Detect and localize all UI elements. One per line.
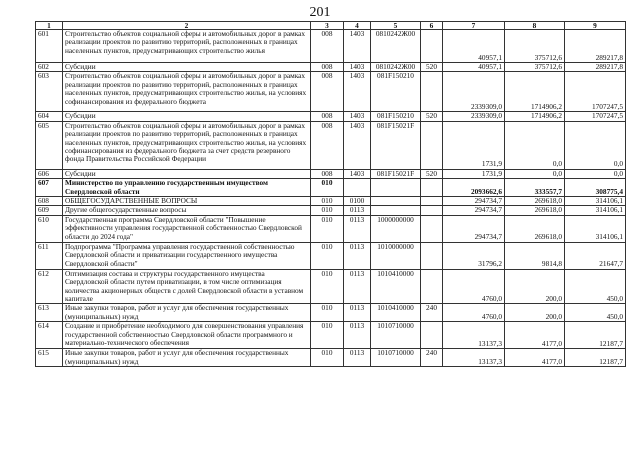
amount-year-2: 9814,8 [505,242,565,269]
item-name: Подпрограмма "Программа управления государственной собственностью Свердловской области и приватизации государственного имущества Свердловской области" [63,242,311,269]
page-number: 201 [309,5,331,20]
table-row [36,169,626,178]
row-number: 602 [36,63,63,72]
column-header: 5 [371,22,421,30]
ministry-code: 008 [311,63,344,72]
expense-type-code [421,206,443,215]
ministry-code: 010 [311,349,344,367]
amount-year-3: 289217,8 [565,30,626,63]
table-row [36,349,626,367]
table-row [36,30,626,63]
amount-year-1: 294734,7 [443,197,505,206]
expense-type-code [421,215,443,242]
amount-year-1: 294734,7 [443,206,505,215]
section-code: 0113 [344,215,371,242]
item-name: ОБЩЕГОСУДАРСТВЕННЫЕ ВОПРОСЫ [63,197,311,206]
item-name: Субсидии [63,169,311,178]
row-number: 609 [36,206,63,215]
table-header-row [36,22,626,30]
amount-year-1: 1731,9 [443,169,505,178]
row-number: 614 [36,322,63,349]
amount-year-1: 294734,7 [443,215,505,242]
section-code: 1403 [344,63,371,72]
ministry-code: 008 [311,112,344,121]
item-name: Создание и приобретение необходимого для совершенствования управления государственной собственностью Свердловской области программного и материально-технического обеспечения [63,322,311,349]
row-number: 615 [36,349,63,367]
target-article-code: 1010710000 [371,322,421,349]
amount-year-3: 289217,8 [565,63,626,72]
section-code: 0113 [344,304,371,322]
row-number: 613 [36,304,63,322]
expense-type-code: 520 [421,112,443,121]
ministry-code: 010 [311,304,344,322]
column-header: 3 [311,22,344,30]
expense-type-code [421,30,443,63]
amount-year-2: 375712,6 [505,63,565,72]
row-number: 601 [36,30,63,63]
expense-type-code [421,179,443,197]
amount-year-3: 0,0 [565,169,626,178]
amount-year-3: 450,0 [565,304,626,322]
target-article-code [371,197,421,206]
section-code [344,179,371,197]
amount-year-3: 12187,7 [565,322,626,349]
amount-year-2: 333557,7 [505,179,565,197]
expense-type-code [421,322,443,349]
ministry-code: 010 [311,206,344,215]
amount-year-3: 314106,1 [565,206,626,215]
item-name: Субсидии [63,112,311,121]
item-name: Государственная программа Свердловской области "Повышение эффективности управления государственной собственностью Свердловской области до 2024 года" [63,215,311,242]
amount-year-1: 40957,1 [443,63,505,72]
amount-year-1: 31796,2 [443,242,505,269]
column-header: 6 [421,22,443,30]
amount-year-2: 0,0 [505,169,565,178]
section-code: 0113 [344,242,371,269]
table-row [36,242,626,269]
row-number: 610 [36,215,63,242]
ministry-code: 008 [311,121,344,169]
amount-year-3: 1707247,5 [565,72,626,112]
table-row [36,269,626,304]
amount-year-2: 269618,0 [505,197,565,206]
amount-year-2: 200,0 [505,304,565,322]
row-number: 607 [36,179,63,197]
item-name: Другие общегосударственные вопросы [63,206,311,215]
target-article-code: 1010000000 [371,242,421,269]
expense-type-code [421,269,443,304]
budget-table [35,21,626,367]
expense-type-code: 240 [421,304,443,322]
target-article-code [371,206,421,215]
expense-type-code [421,197,443,206]
amount-year-3: 450,0 [565,269,626,304]
target-article-code: 1010410000 [371,269,421,304]
target-article-code: 081F15021F [371,169,421,178]
amount-year-3: 314106,1 [565,215,626,242]
table-row [36,112,626,121]
table-row [36,304,626,322]
row-number: 604 [36,112,63,121]
target-article-code: 0810242Ж00 [371,30,421,63]
amount-year-2: 269618,0 [505,206,565,215]
column-header: 4 [344,22,371,30]
table-row [36,322,626,349]
amount-year-3: 21647,7 [565,242,626,269]
item-name: Строительство объектов социальной сферы и автомобильных дорог в рамках реализации проектов по развитию территорий, расположенных в границах населенных пунктов, предусматривающих строительство жилья, на условиях софинансирования из федерального бюджета [63,72,311,112]
table-row [36,179,626,197]
expense-type-code [421,72,443,112]
item-name: Оптимизация состава и структуры государственного имущества Свердловской области путем приватизации, в том числе оптимизация количества акционерных обществ с долей Свердловской области в уставном капитале [63,269,311,304]
expense-type-code [421,242,443,269]
amount-year-2: 375712,6 [505,30,565,63]
amount-year-2: 0,0 [505,121,565,169]
target-article-code [371,179,421,197]
ministry-code: 010 [311,269,344,304]
amount-year-2: 200,0 [505,269,565,304]
section-code: 1403 [344,72,371,112]
section-code: 1403 [344,169,371,178]
amount-year-3: 308775,4 [565,179,626,197]
row-number: 603 [36,72,63,112]
column-header: 9 [565,22,626,30]
table-row [36,197,626,206]
ministry-code: 010 [311,242,344,269]
section-code: 1403 [344,121,371,169]
target-article-code: 081F150210 [371,112,421,121]
table-row [36,72,626,112]
target-article-code: 081F15021F [371,121,421,169]
target-article-code: 1010710000 [371,349,421,367]
column-header: 8 [505,22,565,30]
ministry-code: 010 [311,322,344,349]
expense-type-code: 240 [421,349,443,367]
target-article-code: 0810242Ж00 [371,63,421,72]
ministry-code: 008 [311,30,344,63]
column-header: 7 [443,22,505,30]
section-code: 1403 [344,30,371,63]
column-header: 2 [63,22,311,30]
amount-year-3: 12187,7 [565,349,626,367]
target-article-code: 081F150210 [371,72,421,112]
amount-year-1: 40957,1 [443,30,505,63]
amount-year-1: 2339309,0 [443,112,505,121]
amount-year-1: 2093662,6 [443,179,505,197]
expense-type-code: 520 [421,169,443,178]
amount-year-2: 1714906,2 [505,72,565,112]
item-name: Строительство объектов социальной сферы и автомобильных дорог в рамках реализации проектов по развитию территорий, расположенных в границах населенных пунктов, предусматривающих строительство жилья [63,30,311,63]
section-code: 0113 [344,349,371,367]
row-number: 612 [36,269,63,304]
ministry-code: 008 [311,72,344,112]
table-row [36,63,626,72]
amount-year-1: 13137,3 [443,349,505,367]
item-name: Иные закупки товаров, работ и услуг для обеспечения государственных (муниципальных) нужд [63,304,311,322]
amount-year-1: 4760,0 [443,269,505,304]
ministry-code: 010 [311,179,344,197]
target-article-code: 1010410000 [371,304,421,322]
table-row [36,206,626,215]
ministry-code: 010 [311,215,344,242]
section-code: 0100 [344,197,371,206]
item-name: Строительство объектов социальной сферы и автомобильных дорог в рамках реализации проектов по развитию территорий, расположенных в границах населенных пунктов, предусматривающих строительство жилья, на условиях софинансирования из федерального бюджета за счет средств резервного фонда Правительства Российской Федерации [63,121,311,169]
target-article-code: 1000000000 [371,215,421,242]
item-name: Иные закупки товаров, работ и услуг для обеспечения государственных (муниципальных) нужд [63,349,311,367]
amount-year-1: 4760,0 [443,304,505,322]
item-name: Министерство по управлению государственным имуществом Свердловской области [63,179,311,197]
item-name: Субсидии [63,63,311,72]
section-code: 0113 [344,322,371,349]
section-code: 0113 [344,206,371,215]
section-code: 1403 [344,112,371,121]
expense-type-code: 520 [421,63,443,72]
table-row [36,121,626,169]
amount-year-2: 1714906,2 [505,112,565,121]
row-number: 605 [36,121,63,169]
amount-year-1: 2339309,0 [443,72,505,112]
ministry-code: 008 [311,169,344,178]
amount-year-3: 314106,1 [565,197,626,206]
row-number: 606 [36,169,63,178]
amount-year-1: 13137,3 [443,322,505,349]
amount-year-2: 269618,0 [505,215,565,242]
ministry-code: 010 [311,197,344,206]
table-row [36,215,626,242]
row-number: 611 [36,242,63,269]
section-code: 0113 [344,269,371,304]
amount-year-2: 4177,0 [505,349,565,367]
amount-year-1: 1731,9 [443,121,505,169]
amount-year-3: 0,0 [565,121,626,169]
amount-year-3: 1707247,5 [565,112,626,121]
amount-year-2: 4177,0 [505,322,565,349]
expense-type-code [421,121,443,169]
column-header: 1 [36,22,63,30]
row-number: 608 [36,197,63,206]
